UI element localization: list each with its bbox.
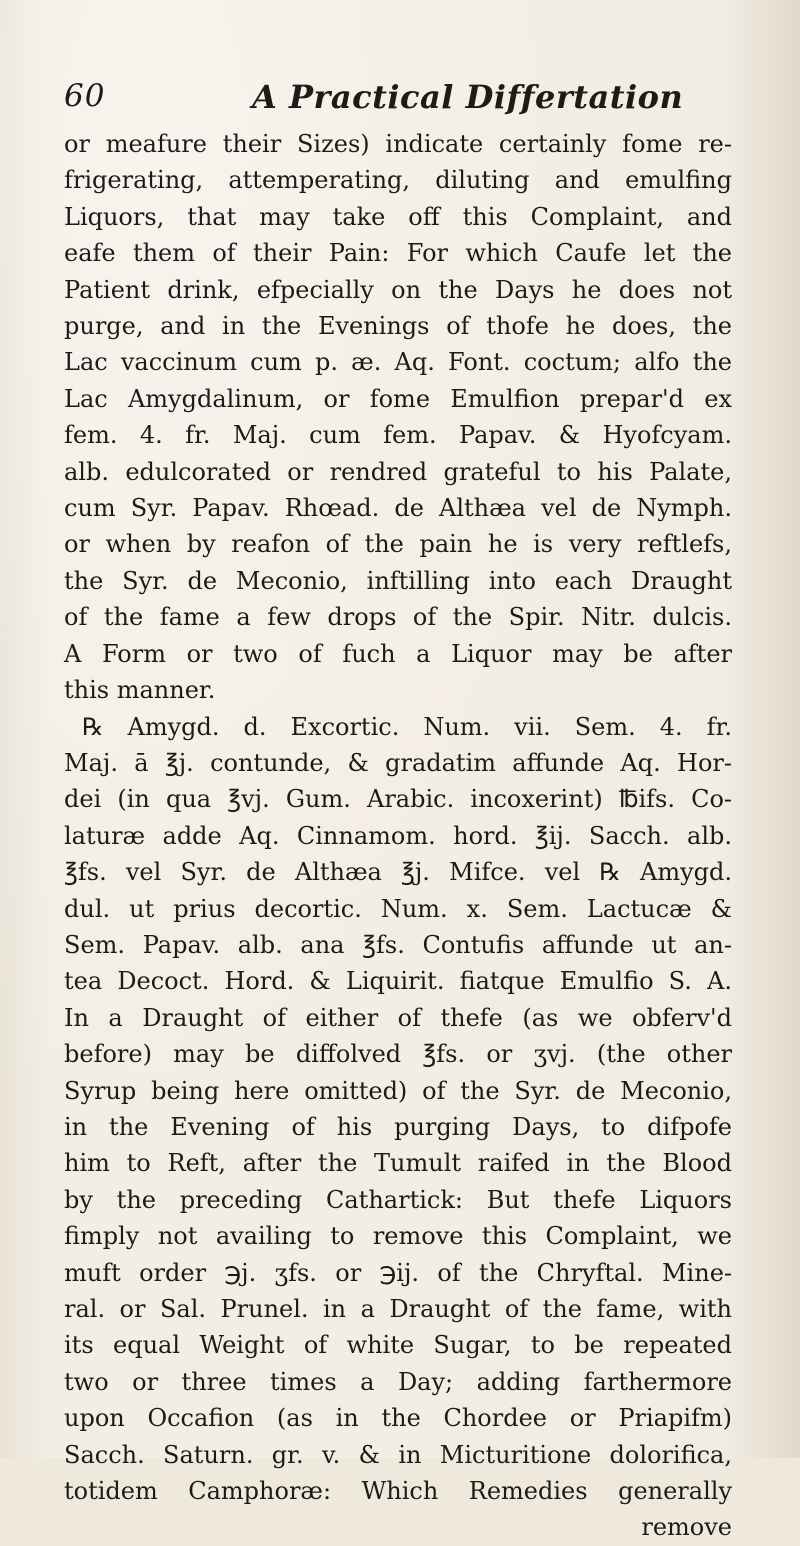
page-number: 60 xyxy=(64,78,106,114)
running-title: A Practical Differtation xyxy=(252,78,684,116)
text-line: Sacch. Saturn. gr. v. & in Micturitione dolorifica, xyxy=(64,1440,732,1469)
text-line: him to Reft, after the Tumult raifed in the Blood xyxy=(64,1149,732,1178)
text-line: in the Evening of his purging Days, to difpofe xyxy=(64,1112,732,1141)
text-line: the Syr. de Meconio, inftilling into each Draught xyxy=(64,566,732,595)
text-line: tea Decoct. Hord. & Liquirit. fiatque Emulfio S. A. xyxy=(64,967,732,996)
text-line: Lac vaccinum cum p. æ. Aq. Font. coctum; alfo the xyxy=(64,348,732,377)
text-line: purge, and in the Evenings of thofe he does, the xyxy=(64,312,732,341)
text-line: or when by reafon of the pain he is very reftlefs, xyxy=(64,530,732,559)
text-line: Sem. Papav. alb. ana ℥fs. Contufis affunde ut an- xyxy=(64,930,732,959)
text-line: totidem Camphoræ: Which Remedies generally xyxy=(64,1477,732,1506)
text-line: or meafure their Sizes) indicate certainly fome re- xyxy=(64,130,732,158)
text-line: remove xyxy=(641,1513,732,1542)
text-line: this manner. xyxy=(64,676,216,705)
text-line: of the fame a few drops of the Spir. Nitr. dulcis. xyxy=(64,603,732,632)
text-line: Syrup being here omitted) of the Syr. de Meconio, xyxy=(64,1076,732,1105)
text-line: In a Draught of either of thefe (as we obferv'd xyxy=(64,1003,732,1032)
text-line: upon Occafion (as in the Chordee or Priapifm) xyxy=(64,1404,732,1433)
text-line: A Form or two of fuch a Liquor may be after xyxy=(64,639,732,668)
text-line: fimply not availing to remove this Complaint, we xyxy=(64,1222,732,1251)
text-line: Patient drink, efpecially on the Days he does not xyxy=(64,275,732,304)
text-line: cum Syr. Papav. Rhœad. de Althæa vel de Nymph. xyxy=(64,494,732,523)
text-line: dei (in qua ℥vj. Gum. Arabic. incoxerint) ℔ifs. Co- xyxy=(64,785,732,814)
text-line: frigerating, attemperating, diluting and emulfing xyxy=(64,166,732,195)
text-line: Maj. ā ℥j. contunde, & gradatim affunde Aq. Hor- xyxy=(64,748,732,777)
text-line: before) may be diffolved ℥fs. or ʒvj. (the other xyxy=(64,1040,732,1069)
text-line: Liquors, that may take off this Complaint, and xyxy=(64,202,732,231)
text-line: laturæ adde Aq. Cinnamom. hord. ℥ij. Sacch. alb. xyxy=(64,821,732,850)
text-line: ℥fs. vel Syr. de Althæa ℥j. Mifce. vel ℞ Amygd. xyxy=(64,858,732,887)
text-line: by the preceding Cathartick: But thefe Liquors xyxy=(64,1185,732,1214)
text-line: eafe them of their Pain: For which Caufe let the xyxy=(64,239,732,268)
text-line: muft order ℈j. ʒfs. or ℈ij. of the Chryftal. Mine- xyxy=(64,1258,732,1287)
text-line: dul. ut prius decortic. Num. x. Sem. Lactucæ & xyxy=(64,894,732,923)
text-line: alb. edulcorated or rendred grateful to his Palate, xyxy=(64,457,732,486)
page-header xyxy=(64,78,724,124)
text-line: ℞ Amygd. d. Excortic. Num. vii. Sem. 4. fr. xyxy=(82,712,732,741)
text-line: its equal Weight of white Sugar, to be repeated xyxy=(64,1331,732,1360)
body-text xyxy=(64,126,732,1546)
text-line: two or three times a Day; adding farthermore xyxy=(64,1367,732,1396)
text-line: ral. or Sal. Prunel. in a Draught of the fame, with xyxy=(64,1295,732,1323)
text-line: Lac Amygdalinum, or fome Emulfion prepar'd ex xyxy=(64,384,732,413)
text-line: fem. 4. fr. Maj. cum fem. Papav. & Hyofcyam. xyxy=(64,421,732,450)
